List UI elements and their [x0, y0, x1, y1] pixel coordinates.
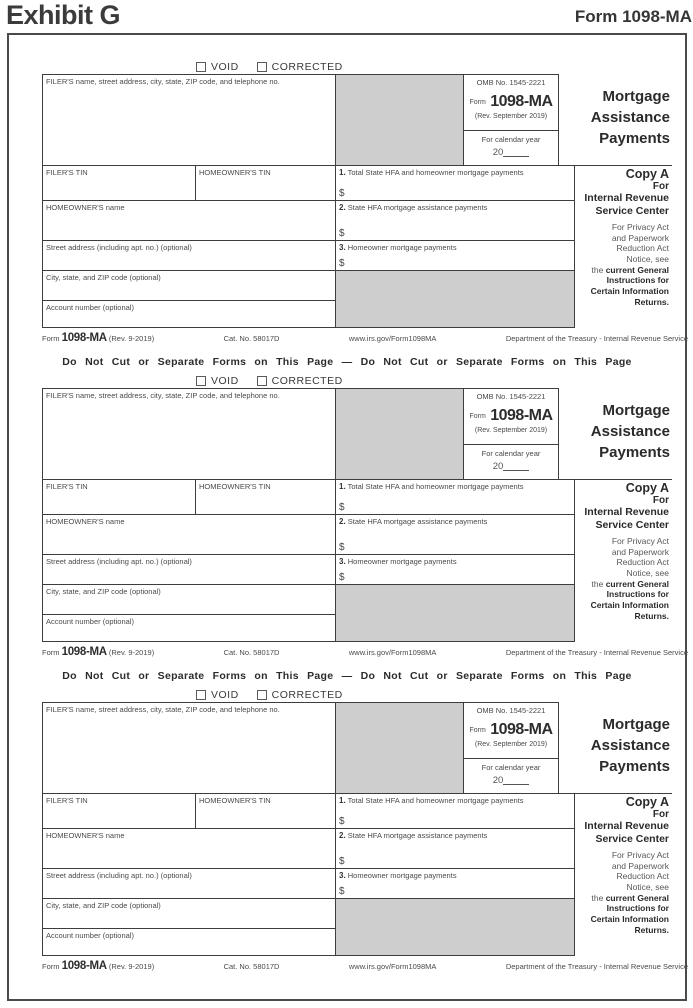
- footer-cat-no: Cat. No. 58017D: [223, 334, 280, 343]
- form-word: Form: [469, 727, 486, 734]
- footer-cat-no: Cat. No. 58017D: [223, 648, 280, 657]
- homeowner-tin-field[interactable]: [195, 793, 336, 829]
- homeowner-name-field[interactable]: [42, 514, 336, 555]
- box3-dollar-sign: $: [339, 258, 345, 269]
- revision-label: (Rev. September 2019): [474, 427, 548, 434]
- copy-a-irs-line2: Service Center: [595, 204, 669, 217]
- form-body: [42, 702, 672, 956]
- footer-form-id: Form 1098-MA (Rev. 9-2019): [42, 332, 155, 344]
- form-body: [42, 74, 672, 328]
- box3-label: 3. Homeowner mortgage payments: [339, 557, 457, 566]
- form-1098ma-copy: [9, 61, 688, 351]
- shaded-box-top: [335, 74, 464, 166]
- city-state-zip-field[interactable]: [42, 584, 336, 615]
- city-state-zip-label: City, state, and ZIP code (optional): [46, 901, 161, 910]
- do-not-cut-separator: Do Not Cut or Separate Forms on This Page — Do Not Cut or Separate Forms on This Page: [62, 670, 632, 682]
- box2-assistance-payments-field[interactable]: [335, 828, 575, 869]
- calendar-year-entry: [464, 461, 558, 472]
- box2-dollar-sign: $: [339, 228, 345, 239]
- homeowner-tin-label: HOMEOWNER'S TIN: [199, 796, 271, 805]
- city-state-zip-label: City, state, and ZIP code (optional): [46, 273, 161, 282]
- calendar-year-blank[interactable]: [503, 462, 529, 471]
- homeowner-name-label: HOMEOWNER'S name: [46, 831, 125, 840]
- city-state-zip-label: City, state, and ZIP code (optional): [46, 587, 161, 596]
- filer-tin-field[interactable]: [42, 165, 196, 201]
- account-number-field[interactable]: [42, 928, 336, 956]
- exhibit-border-box: [7, 33, 687, 1001]
- box3-homeowner-payments-field[interactable]: [335, 240, 575, 271]
- box2-label: 2. State HFA mortgage assistance payments: [339, 517, 488, 526]
- street-address-label: Street address (including apt. no.) (optional): [46, 871, 192, 880]
- street-address-field[interactable]: [42, 240, 336, 271]
- account-number-label: Account number (optional): [46, 617, 134, 626]
- void-checkbox[interactable]: [196, 690, 206, 700]
- footer-url: www.irs.gov/Form1098MA: [348, 334, 437, 343]
- copy-a-title: Copy A: [625, 481, 669, 495]
- form-word: Form: [469, 413, 486, 420]
- box1-total-payments-field[interactable]: [335, 479, 575, 515]
- copy-a-irs-line1: Internal Revenue: [584, 192, 669, 204]
- form-word: Form: [469, 99, 486, 106]
- box3-label: 3. Homeowner mortgage payments: [339, 871, 457, 880]
- form-number: 1098-MA: [490, 407, 553, 424]
- corrected-checkbox[interactable]: [257, 690, 267, 700]
- account-number-label: Account number (optional): [46, 303, 134, 312]
- form-1098ma-copy: [9, 375, 688, 665]
- corrected-checkbox[interactable]: [257, 62, 267, 72]
- box1-dollar-sign: $: [339, 502, 345, 513]
- copy-a-irs-line1: Internal Revenue: [584, 506, 669, 518]
- filer-tin-field[interactable]: [42, 479, 196, 515]
- copy-a-column: [574, 165, 672, 328]
- footer-department: Department of the Treasury - Internal Revenue Service: [505, 962, 688, 971]
- filer-name-field[interactable]: [42, 388, 336, 480]
- copy-a-irs-line2: Service Center: [595, 832, 669, 845]
- privacy-notice: For Privacy Act and Paperwork Reduction Act Notice, see the current General Instructions for Certain Information Returns.: [590, 850, 669, 935]
- box1-total-payments-field[interactable]: [335, 165, 575, 201]
- box2-dollar-sign: $: [339, 856, 345, 867]
- homeowner-name-label: HOMEOWNER'S name: [46, 517, 125, 526]
- calendar-year-label: For calendar year: [481, 449, 541, 458]
- copy-a-for: For: [652, 495, 669, 506]
- revision-label: (Rev. September 2019): [474, 741, 548, 748]
- forms-container: [9, 35, 688, 999]
- copy-a-for: For: [652, 809, 669, 820]
- filer-name-field[interactable]: [42, 702, 336, 794]
- footer-form-id: Form 1098-MA (Rev. 9-2019): [42, 646, 155, 658]
- calendar-year-entry: [464, 775, 558, 786]
- void-label: VOID: [211, 61, 239, 73]
- box3-homeowner-payments-field[interactable]: [335, 554, 575, 585]
- void-label: VOID: [211, 689, 239, 701]
- checkbox-row: [196, 689, 361, 701]
- shaded-box-top: [335, 702, 464, 794]
- void-label: VOID: [211, 375, 239, 387]
- street-address-label: Street address (including apt. no.) (optional): [46, 557, 192, 566]
- filer-name-label: FILER'S name, street address, city, state, ZIP code, and telephone no.: [46, 77, 280, 86]
- checkbox-row: [196, 375, 361, 387]
- copy-a-title: Copy A: [625, 795, 669, 809]
- calendar-year-box: [463, 130, 559, 166]
- box1-dollar-sign: $: [339, 816, 345, 827]
- copy-a-title: Copy A: [625, 167, 669, 181]
- box2-assistance-payments-field[interactable]: [335, 200, 575, 241]
- form-number: 1098-MA: [490, 93, 553, 110]
- calendar-year-prefix: 20: [492, 775, 504, 786]
- city-state-zip-field[interactable]: [42, 898, 336, 929]
- form-number-line: [464, 93, 558, 111]
- revision-label: (Rev. September 2019): [474, 113, 548, 120]
- corrected-label: CORRECTED: [271, 689, 343, 701]
- box2-label: 2. State HFA mortgage assistance payments: [339, 203, 488, 212]
- calendar-year-blank[interactable]: [503, 776, 529, 785]
- box1-label: 1. Total State HFA and homeowner mortgage payments: [339, 796, 524, 805]
- footer-cat-no: Cat. No. 58017D: [223, 962, 280, 971]
- calendar-year-label: For calendar year: [481, 135, 541, 144]
- form-title: Mortgage Assistance Payments: [559, 74, 672, 166]
- box3-label: 3. Homeowner mortgage payments: [339, 243, 457, 252]
- filer-name-label: FILER'S name, street address, city, state, ZIP code, and telephone no.: [46, 705, 280, 714]
- corrected-label: CORRECTED: [271, 375, 343, 387]
- copy-a-column: [574, 793, 672, 956]
- corrected-checkbox[interactable]: [257, 376, 267, 386]
- privacy-notice: For Privacy Act and Paperwork Reduction Act Notice, see the current General Instructions for Certain Information Returns.: [590, 222, 669, 307]
- do-not-cut-separator: Do Not Cut or Separate Forms on This Page — Do Not Cut or Separate Forms on This Page: [62, 356, 632, 368]
- omb-number: OMB No. 1545-2221: [476, 78, 546, 87]
- homeowner-tin-field[interactable]: [195, 479, 336, 515]
- exhibit-title: Exhibit G: [6, 0, 121, 30]
- homeowner-name-field[interactable]: [42, 200, 336, 241]
- copy-a-irs-line1: Internal Revenue: [584, 820, 669, 832]
- form-number-line: [464, 407, 558, 425]
- box2-dollar-sign: $: [339, 542, 345, 553]
- form-number: 1098-MA: [490, 721, 553, 738]
- box2-label: 2. State HFA mortgage assistance payments: [339, 831, 488, 840]
- omb-number: OMB No. 1545-2221: [476, 392, 546, 401]
- filer-tin-label: FILER'S TIN: [46, 482, 88, 491]
- form-title: Mortgage Assistance Payments: [559, 388, 672, 480]
- box1-dollar-sign: $: [339, 188, 345, 199]
- form-1098ma-copy: [9, 689, 688, 979]
- calendar-year-box: [463, 444, 559, 480]
- footer-department: Department of the Treasury - Internal Revenue Service: [505, 648, 688, 657]
- city-state-zip-field[interactable]: [42, 270, 336, 301]
- form-number-line: [464, 721, 558, 739]
- shaded-box-top: [335, 388, 464, 480]
- omb-box: [463, 388, 559, 480]
- shaded-box-bottom: [335, 898, 575, 956]
- box3-dollar-sign: $: [339, 572, 345, 583]
- omb-box: [463, 702, 559, 794]
- footer-form-id: Form 1098-MA (Rev. 9-2019): [42, 960, 155, 972]
- street-address-field[interactable]: [42, 554, 336, 585]
- form-title: Mortgage Assistance Payments: [559, 702, 672, 794]
- homeowner-tin-label: HOMEOWNER'S TIN: [199, 168, 271, 177]
- filer-name-label: FILER'S name, street address, city, state, ZIP code, and telephone no.: [46, 391, 280, 400]
- shaded-box-bottom: [335, 584, 575, 642]
- account-number-field[interactable]: [42, 300, 336, 328]
- box3-dollar-sign: $: [339, 886, 345, 897]
- calendar-year-blank[interactable]: [503, 148, 529, 157]
- street-address-label: Street address (including apt. no.) (optional): [46, 243, 192, 252]
- box2-assistance-payments-field[interactable]: [335, 514, 575, 555]
- form-body: [42, 388, 672, 642]
- filer-tin-field[interactable]: [42, 793, 196, 829]
- account-number-label: Account number (optional): [46, 931, 134, 940]
- calendar-year-box: [463, 758, 559, 794]
- corrected-label: CORRECTED: [271, 61, 343, 73]
- homeowner-name-label: HOMEOWNER'S name: [46, 203, 125, 212]
- form-footer: [42, 646, 688, 658]
- footer-url: www.irs.gov/Form1098MA: [348, 648, 437, 657]
- homeowner-tin-field[interactable]: [195, 165, 336, 201]
- box1-total-payments-field[interactable]: [335, 793, 575, 829]
- box1-label: 1. Total State HFA and homeowner mortgage payments: [339, 482, 524, 491]
- box1-label: 1. Total State HFA and homeowner mortgage payments: [339, 168, 524, 177]
- form-footer: [42, 332, 688, 344]
- filer-tin-label: FILER'S TIN: [46, 796, 88, 805]
- account-number-field[interactable]: [42, 614, 336, 642]
- shaded-box-bottom: [335, 270, 575, 328]
- form-footer: [42, 960, 688, 972]
- box3-homeowner-payments-field[interactable]: [335, 868, 575, 899]
- copy-a-irs-line2: Service Center: [595, 518, 669, 531]
- void-checkbox[interactable]: [196, 376, 206, 386]
- street-address-field[interactable]: [42, 868, 336, 899]
- omb-number: OMB No. 1545-2221: [476, 706, 546, 715]
- copy-a-column: [574, 479, 672, 642]
- calendar-year-prefix: 20: [492, 147, 504, 158]
- footer-url: www.irs.gov/Form1098MA: [348, 962, 437, 971]
- homeowner-name-field[interactable]: [42, 828, 336, 869]
- calendar-year-entry: [464, 147, 558, 158]
- checkbox-row: [196, 61, 361, 73]
- footer-department: Department of the Treasury - Internal Revenue Service: [505, 334, 688, 343]
- calendar-year-label: For calendar year: [481, 763, 541, 772]
- void-checkbox[interactable]: [196, 62, 206, 72]
- calendar-year-prefix: 20: [492, 461, 504, 472]
- copy-a-for: For: [652, 181, 669, 192]
- homeowner-tin-label: HOMEOWNER'S TIN: [199, 482, 271, 491]
- omb-box: [463, 74, 559, 166]
- privacy-notice: For Privacy Act and Paperwork Reduction Act Notice, see the current General Instructions for Certain Information Returns.: [590, 536, 669, 621]
- filer-tin-label: FILER'S TIN: [46, 168, 88, 177]
- filer-name-field[interactable]: [42, 74, 336, 166]
- header-form-number: Form 1098-MA: [574, 7, 692, 26]
